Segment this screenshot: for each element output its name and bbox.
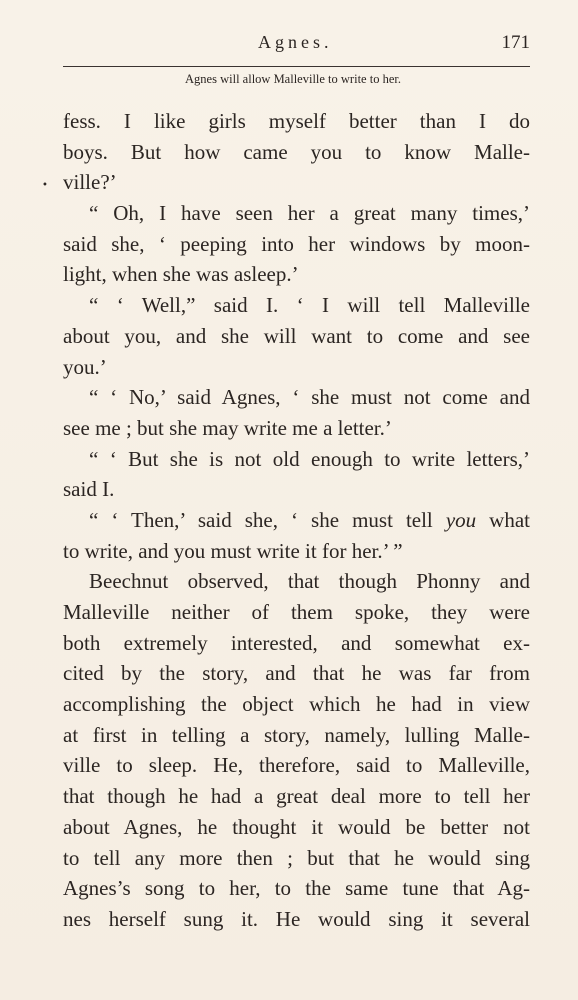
text-line: to tell any more then ; but that he would sing <box>63 845 530 870</box>
text-line-with-italic <box>63 505 530 536</box>
text-fragment: “ ‘ Then,’ said she, ‘ she must tell <box>89 507 446 532</box>
running-head <box>0 32 578 56</box>
text-fragment: what <box>476 507 530 532</box>
text-line: “ ‘ But she is not old enough to write letters,’ <box>89 446 530 471</box>
text-line: said she, ‘ peeping into her windows by moon- <box>63 231 530 256</box>
text-line: “ ‘ Well,” said I. ‘ I will tell Malleville <box>89 293 530 318</box>
text-line: “ ‘ No,’ said Agnes, ‘ she must not come and <box>89 385 530 410</box>
text-line: Malleville neither of them spoke, they were <box>63 600 530 624</box>
text-line: cited by the story, and that he was far from <box>63 661 530 686</box>
text-line: “ Oh, I have seen her a great many times,’ <box>89 201 530 226</box>
text-line: accomplishing the object which he had in view <box>63 692 530 717</box>
italic-word: you <box>445 507 477 532</box>
margin-mark: • <box>42 180 48 191</box>
text-line: that though he had a great deal more to tell her <box>63 784 530 809</box>
shoulder-note: Agnes will allow Malleville to write to her. <box>185 72 401 86</box>
text-line: said I. <box>63 477 115 502</box>
text-line: fess. I like girls myself better than I do <box>63 109 530 133</box>
text-line: at first in telling a story, namely, lulling Malle- <box>63 722 530 747</box>
text-line: ville?’ <box>63 170 117 195</box>
header-rule <box>63 66 530 67</box>
text-line: nes herself sung it. He would sing it several <box>63 906 530 931</box>
text-line: Beechnut observed, that though Phonny and <box>89 569 530 594</box>
text-line: Agnes’s song to her, to the same tune that Ag- <box>63 876 530 901</box>
page-number: 171 <box>501 32 530 53</box>
text-line: boys. But how came you to know Malle- <box>63 139 530 164</box>
text-line: you.’ <box>63 354 107 379</box>
text-line: both extremely interested, and somewhat ex- <box>63 630 530 655</box>
text-line: to write, and you must write it for her.’ ” <box>63 538 403 563</box>
text-line: ville to sleep. He, therefore, said to Malleville, <box>63 753 530 778</box>
body-text <box>63 106 530 935</box>
text-line: about you, and she will want to come and see <box>63 323 530 348</box>
text-line: see me ; but she may write me a letter.’ <box>63 415 392 440</box>
text-line: about Agnes, he thought it would be better not <box>63 814 530 839</box>
text-line: light, when she was asleep.’ <box>63 262 299 287</box>
running-title: Agnes. <box>258 32 333 52</box>
